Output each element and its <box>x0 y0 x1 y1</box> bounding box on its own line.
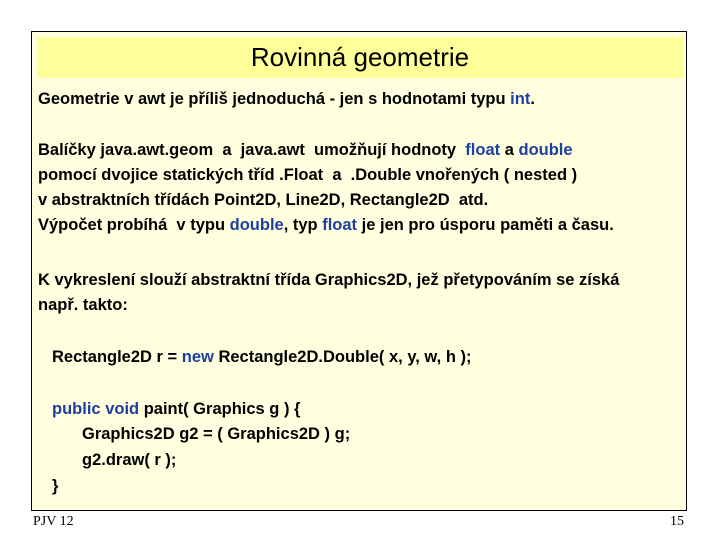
paragraph-text: , typ <box>283 216 323 234</box>
keyword-int: int <box>510 90 531 108</box>
paragraph-text: pomocí dvojice statických tříd .Float a .Double vnořených ( nested ) <box>38 166 578 184</box>
slide-title <box>37 37 683 78</box>
code-rectangle-new <box>52 345 471 370</box>
keyword-double: double <box>518 141 573 159</box>
paragraph-awt-geometry <box>38 87 535 112</box>
code-text: Graphics2D g2 = ( Graphics2D ) g; <box>82 425 351 443</box>
paragraph-text: je jen pro úsporu paměti a času. <box>357 216 614 234</box>
code-paint-signature <box>52 397 300 422</box>
footer-course-label: PJV 12 <box>33 514 74 529</box>
keyword-double: double <box>229 216 284 234</box>
paragraph-text: a <box>500 141 519 159</box>
paragraph-packages <box>38 138 614 238</box>
code-text: paint( Graphics g ) { <box>139 400 301 418</box>
code-draw-line <box>82 448 176 473</box>
keyword-float: float <box>322 216 358 234</box>
paragraph-text: Výpočet probíhá v typu <box>38 216 230 234</box>
code-text: g2.draw( r ); <box>82 451 177 469</box>
paragraph-graphics2d <box>38 268 619 318</box>
code-text: } <box>52 477 59 495</box>
keyword-public: public <box>52 400 101 418</box>
keyword-float: float <box>465 141 501 159</box>
code-closing-brace <box>52 474 58 499</box>
code-text: Rectangle2D.Double( x, y, w, h ); <box>213 348 472 366</box>
paragraph-text: Balíčky java.awt.geom a java.awt umožňují hodnoty <box>38 141 466 159</box>
paragraph-text: v abstraktních třídách Point2D, Line2D, Rectangle2D atd. <box>38 191 489 209</box>
paragraph-text: . <box>530 90 535 108</box>
keyword-void: void <box>105 400 140 418</box>
code-cast-line <box>82 422 350 447</box>
paragraph-text: např. takto: <box>38 296 128 314</box>
footer-page-number: 15 <box>670 514 684 529</box>
paragraph-text: Geometrie v awt je příliš jednoduchá - jen s hodnotami typu <box>38 90 511 108</box>
paragraph-text: K vykreslení slouží abstraktní třída Graphics2D, jež přetypováním se získá <box>38 271 620 289</box>
keyword-new: new <box>181 348 214 366</box>
code-text: Rectangle2D r = <box>52 348 182 366</box>
slide-title-text: Rovinná geometrie <box>250 42 470 72</box>
